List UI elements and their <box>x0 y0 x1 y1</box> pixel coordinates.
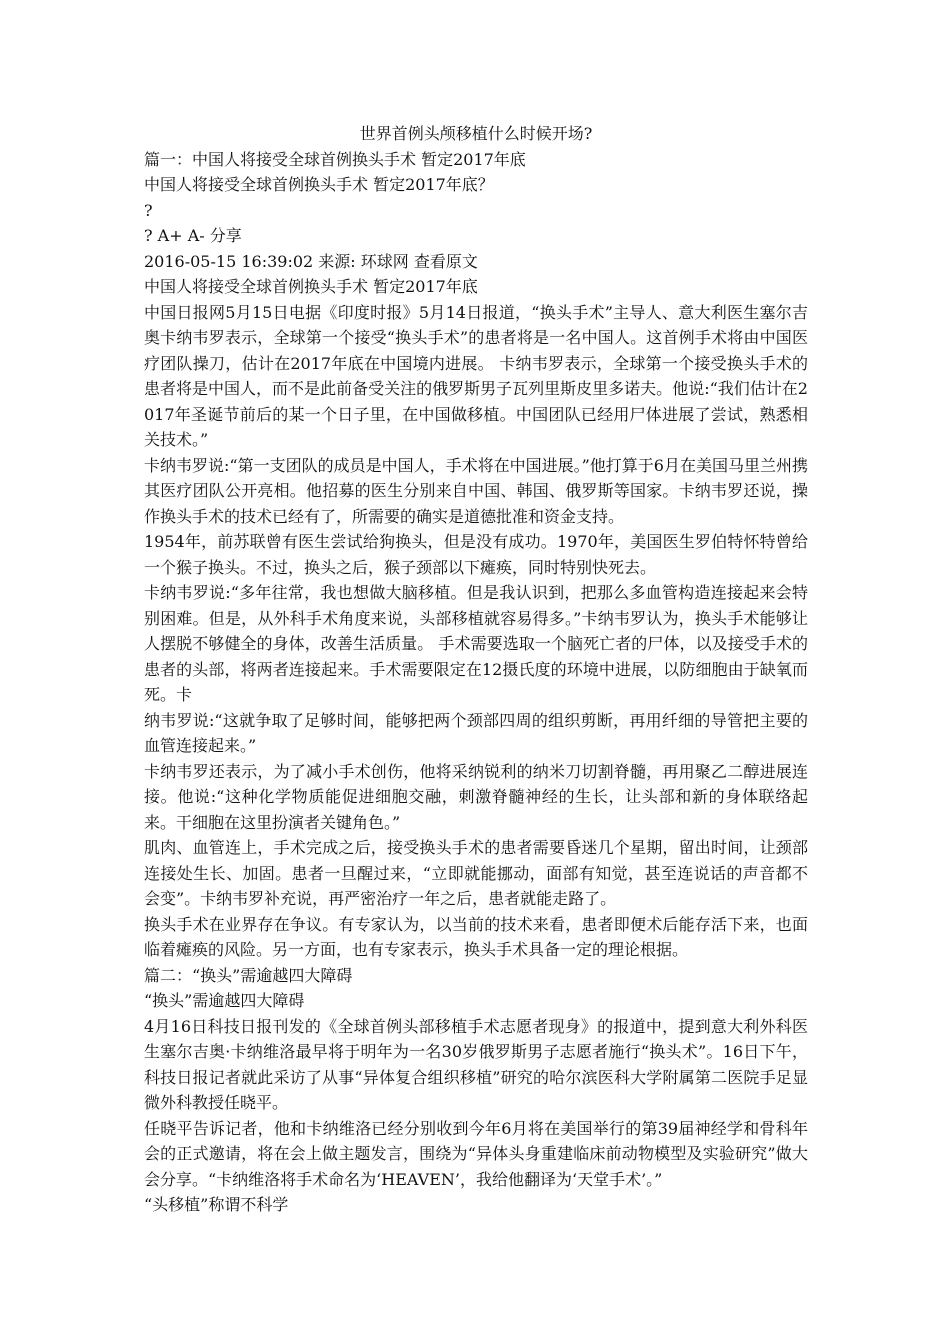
document-body <box>144 121 808 1218</box>
section2-subtitle: “头移植”称谓不科学 <box>144 1195 289 1214</box>
document-title: 世界首例头颅移植什么时候开场? <box>359 124 593 143</box>
paragraph: 卡纳韦罗还表示，为了减小手术创伤，他将采纳锐利的纳米刀切割脊髓，再用聚乙二醇进展连接。他说:“这种化学物质能促进细胞交融，刺激脊髓神经的生长，让头部和新的身体联络起来。干细胞在这里扮演者关键角色。” <box>144 761 808 832</box>
paragraph: 纳韦罗说:“这就争取了足够时间，能够把两个颈部四周的组织剪断，再用纤细的导管把主要的血管连接起来。” <box>144 710 808 755</box>
section1-heading: 篇一：中国人将接受全球首例换头手术 暂定2017年底 <box>144 149 526 169</box>
placeholder-line: ? <box>144 200 153 220</box>
section2-heading: 篇二：“换头”需逾越四大障碍 <box>144 965 353 985</box>
paragraph: 中国日报网5月15日电据《印度时报》5月14日报道，“换头手术”主导人、意大利医生塞尔吉奥卡纳韦罗表示，全球第一个接受“换头手术”的患者将是一名中国人。这首例手术将由中国医疗团队操刀，估计在2017年底在中国境内进展。 卡纳韦罗表示，全球第一个接受换头手术的患者将是中国人，而不是此前备受关注的俄罗斯男子瓦列里斯皮里多诺夫。他说:“我们估计在2017年圣诞节前后的某一个日子里，在中国做移植。中国团队已经用尸体进展了尝试，熟悉相关技术。” <box>144 302 808 449</box>
paragraph: 1954年，前苏联曾有医生尝试给狗换头，但是没有成功。1970年，美国医生罗伯特怀特曾给一个猴子换头。不过，换头之后，猴子颈部以下瘫痪，同时特别快死去。 <box>144 532 808 577</box>
paragraph: 卡纳韦罗说:“第一支团队的成员是中国人，手术将在中国进展。”他打算于6月在美国马里兰州携其医疗团队公开亮相。他招募的医生分别来自中国、韩国、俄罗斯等国家。卡纳韦罗还说，操作换头手术的技术已经有了，所需要的确实是道德批准和资金支持。 <box>144 455 808 526</box>
font-size-share-line: ? A+ A- 分享 <box>144 226 242 245</box>
section2-subheading: “换头”需逾越四大障碍 <box>144 991 305 1010</box>
paragraph: 卡纳韦罗说:“多年往常，我也想做大脑移植。但是我认识到，把那么多血管构造连接起来会特别困难。但是，从外科手术角度来说，头部移植就容易得多。”卡纳韦罗认为，换头手术能够让人摆脱不够健全的身体，改善生活质量。 手术需要选取一个脑死亡者的尸体，以及接受手术的患者的头部，将两者连接起来。手术需要限定在12摄氏度的环境中进展，以防细胞由于缺氧而死。卡 <box>144 583 808 704</box>
date-source-line: 2016-05-15 16:39:02 来源: 环球网 查看原文 <box>144 251 478 271</box>
paragraph: 4月16日科技日报刊发的《全球首例头部移植手术志愿者现身》的报道中，提到意大利外科医生塞尔吉奥·卡纳维洛最早将于明年为一名30岁俄罗斯男子志愿者施行“换头术”。16日下午，科技日报记者就此采访了从事“异体复合组织移植”研究的哈尔滨医科大学附属第二医院手足显微外科教授任晓平。 <box>144 1016 808 1112</box>
article-headline: 中国人将接受全球首例换头手术 暂定2017年底？ <box>144 175 494 194</box>
paragraph: 任晓平告诉记者，他和卡纳维洛已经分别收到今年6月将在美国举行的第39届神经学和骨科年会的正式邀请，将在会上做主题发言，围绕为“异体头身重建临床前动物模型及实验研究”做大会分享。“卡纳维洛将手术命名为‘HEAVEN’，我给他翻译为‘天堂手术’。” <box>144 1118 808 1189</box>
article-subheadline: 中国人将接受全球首例换头手术 暂定2017年底 <box>144 277 478 296</box>
paragraph: 肌肉、血管连上，手术完成之后，接受换头手术的患者需要昏迷几个星期，留出时间，让颈部连接处生长、加固。患者一旦醒过来，“立即就能挪动，面部有知觉，甚至连说话的声音都不会变”。卡纳韦罗补充说，再严密治疗一年之后，患者就能走路了。 <box>144 838 808 908</box>
paragraph: 换头手术在业界存在争议。有专家认为，以当前的技术来看，患者即便术后能存活下来，也面临着瘫痪的风险。另一方面，也有专家表示，换头手术具备一定的理论根据。 <box>144 914 808 959</box>
